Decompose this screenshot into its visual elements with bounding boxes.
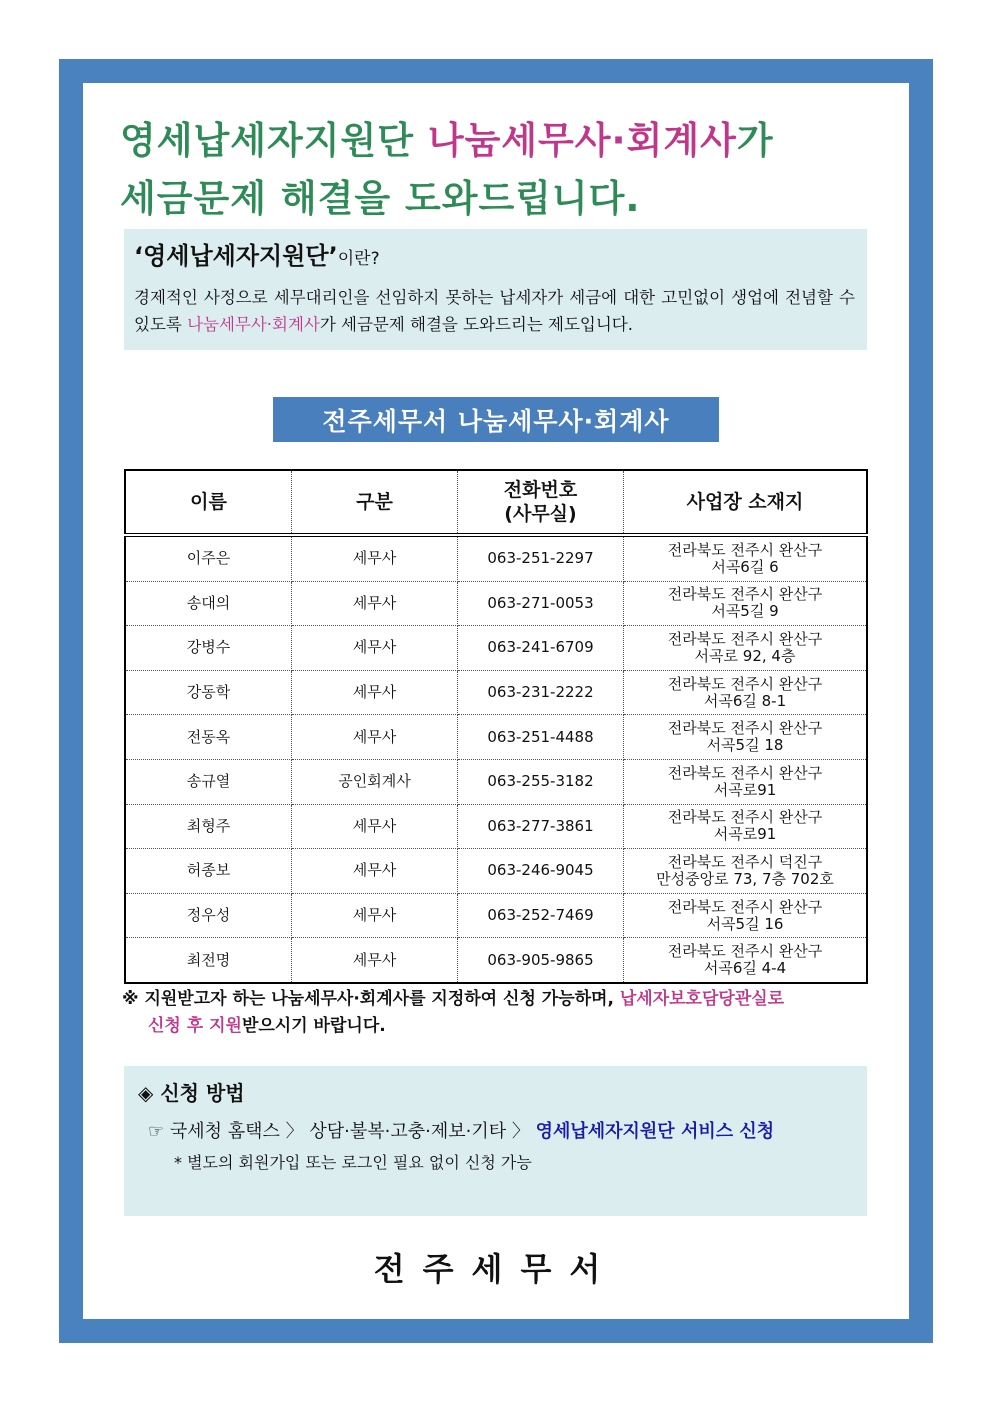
headline-particle: 가 [736,119,774,162]
notice-text-highlight-1: 납세자보호담당관실로 [619,989,785,1009]
address-line-2: 서곡로91 [713,780,777,799]
address-line-1: 전라북도 전주시 완산구 [667,942,823,961]
cell-address [624,759,868,804]
cell-name: 송규열 [125,759,292,804]
cell-phone: 063-251-2297 [458,535,624,581]
headline-line-1 [120,112,880,170]
address-line-2: 만성중앙로 73, 7층 702호 [656,869,834,888]
notice-line-1 [122,986,882,1013]
office-name: 전주세무서 [373,1250,619,1288]
intro-title-suffix: 이란? [337,249,380,269]
address-line-1: 전라북도 전주시 완산구 [667,763,823,782]
cell-address [624,670,868,715]
section-banner: 전주세무서 나눔세무사·회계사 [273,397,719,442]
cell-address [624,938,868,983]
notice-line-2 [122,1013,882,1040]
address-line-2: 서곡6길 4-4 [703,959,787,978]
intro-text-a: 경제적인 사정으로 세무대리인을 선임하지 못하는 납세자가 세금에 대한 고민없이 생업에 전념할 수 있도록 [134,288,855,334]
cell-name: 강병수 [125,626,292,671]
address-line-1: 전라북도 전주시 덕진구 [667,852,823,871]
cell-name: 전동옥 [125,715,292,760]
cell-phone: 063-255-3182 [458,759,624,804]
cell-address [624,581,868,626]
cell-type: 세무사 [292,715,458,760]
cell-name: 강동학 [125,670,292,715]
notice-mark: ※ [122,989,139,1009]
header-name: 이름 [125,470,292,535]
headline-line-2: 세금문제 해결을 도와드립니다. [120,177,641,220]
intro-text-highlight: 나눔세무사·회계사 [187,315,320,334]
cell-type: 세무사 [292,804,458,849]
cell-address [624,626,868,671]
apply-service-link[interactable]: 영세납세자지원단 서비스 신청 [535,1121,775,1142]
table-row [125,626,867,671]
table-body [125,535,867,983]
cell-type: 세무사 [292,670,458,715]
address-line-2: 서곡로91 [713,825,777,844]
cell-name: 송대의 [125,581,292,626]
cell-address [624,849,868,894]
cell-phone: 063-241-6709 [458,626,624,671]
apply-note: * 별도의 회원가입 또는 로그인 필요 없이 신청 가능 [174,1153,532,1172]
intro-title [134,239,855,276]
pointing-hand-icon: ☞ [148,1121,165,1142]
address-line-1: 전라북도 전주시 완산구 [667,540,823,559]
headline-highlight: 나눔세무사·회계사 [427,119,737,162]
headline [120,112,880,228]
apply-box [124,1066,867,1216]
cell-type: 세무사 [292,626,458,671]
apply-path-text: 국세청 홈택스 〉 상담·불복·고충·제보·기타 〉 [164,1121,530,1142]
advisor-table [124,469,868,984]
header-type: 구분 [292,470,458,535]
address-line-1: 전라북도 전주시 완산구 [667,808,823,827]
table-row [125,535,867,581]
headline-org: 영세납세자지원단 [120,119,428,162]
table-row [125,715,867,760]
cell-phone: 063-252-7469 [458,893,624,938]
address-line-2: 서곡6길 8-1 [703,691,787,710]
cell-phone: 063-251-4488 [458,715,624,760]
header-phone [458,470,624,535]
table-row [125,804,867,849]
table-row [125,670,867,715]
address-line-1: 전라북도 전주시 완산구 [667,719,823,738]
cell-address [624,804,868,849]
cell-phone: 063-277-3861 [458,804,624,849]
address-line-1: 전라북도 전주시 완산구 [667,674,823,693]
table-header-row [125,470,867,535]
cell-type: 세무사 [292,535,458,581]
address-line-1: 전라북도 전주시 완산구 [667,629,823,648]
table-row [125,581,867,626]
notice-text-a: 지원받고자 하는 나눔세무사·회계사를 지정하여 신청 가능하며, [138,989,620,1009]
cell-address [624,893,868,938]
cell-name: 최형주 [125,804,292,849]
header-phone-line-1: 전화번호 [503,479,578,501]
cell-type: 세무사 [292,938,458,983]
notice-text-d: 받으시기 바랍니다. [241,1016,386,1036]
table-row [125,893,867,938]
table-row [125,759,867,804]
cell-type: 세무사 [292,893,458,938]
notice [122,986,882,1040]
cell-type: 세무사 [292,849,458,894]
cell-phone: 063-231-2222 [458,670,624,715]
table-row [125,938,867,983]
intro-text-c: 가 세금문제 해결을 도와드리는 제도입니다. [319,315,633,334]
cell-name: 정우성 [125,893,292,938]
cell-name: 이주은 [125,535,292,581]
cell-address [624,535,868,581]
address-line-2: 서곡6길 6 [711,557,779,576]
address-line-2: 서곡로 92, 4층 [694,646,796,665]
intro-text [134,284,855,338]
cell-name: 최전명 [125,938,292,983]
address-line-2: 서곡5길 9 [711,602,779,621]
address-line-1: 전라북도 전주시 완산구 [667,897,823,916]
cell-name: 허종보 [125,849,292,894]
cell-type: 공인회계사 [292,759,458,804]
notice-text-highlight-2: 신청 후 지원 [148,1016,242,1036]
header-phone-line-2: (사무실) [504,503,577,525]
address-line-2: 서곡5길 18 [706,736,784,755]
address-line-1: 전라북도 전주시 완산구 [667,585,823,604]
table-row [125,849,867,894]
intro-box [124,229,867,350]
apply-path [138,1118,853,1146]
intro-title-main: ‘영세납세자지원단’ [134,242,338,270]
cell-phone: 063-905-9865 [458,938,624,983]
address-line-2: 서곡5길 16 [706,914,784,933]
cell-phone: 063-271-0053 [458,581,624,626]
cell-address [624,715,868,760]
header-address: 사업장 소재지 [624,470,868,535]
cell-type: 세무사 [292,581,458,626]
cell-phone: 063-246-9045 [458,849,624,894]
apply-title: ◈ 신청 방법 [138,1081,245,1105]
